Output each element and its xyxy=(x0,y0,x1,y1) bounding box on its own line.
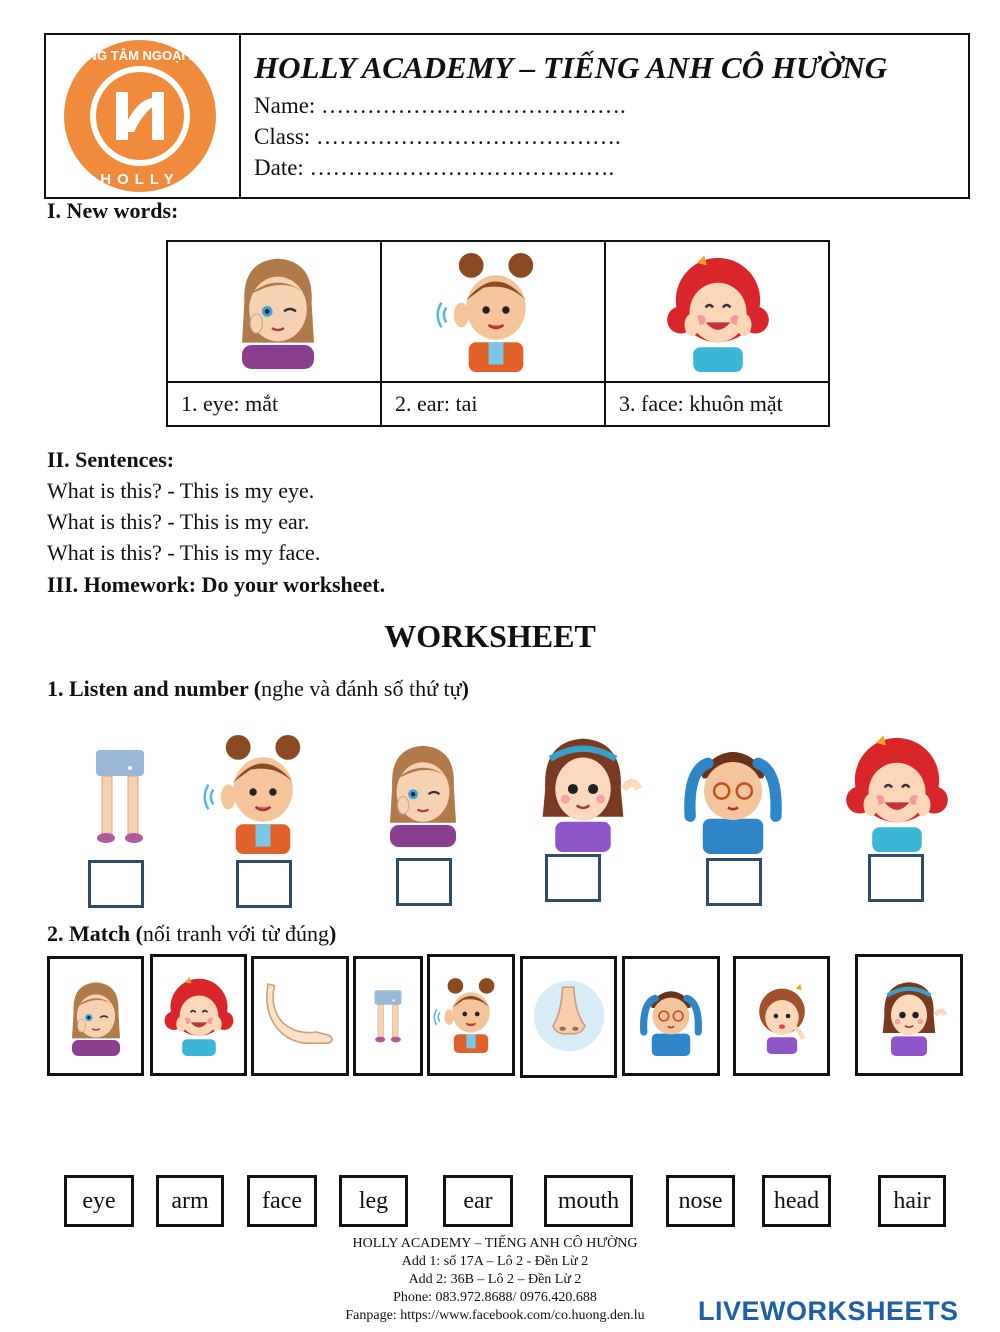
match-picture-3[interactable] xyxy=(251,956,349,1076)
word-box-ear[interactable]: ear xyxy=(443,1175,513,1227)
holly-logo xyxy=(58,36,222,196)
answer-box-3[interactable] xyxy=(396,858,452,906)
girl-holding-face-icon xyxy=(834,728,960,852)
match-picture-6[interactable] xyxy=(520,956,617,1078)
match-picture-5[interactable] xyxy=(427,954,515,1076)
footer-line: Add 2: 36B – Lô 2 – Đền Lừ 2 xyxy=(408,1272,582,1287)
word-caption-eye: 1. eye: mắt xyxy=(167,382,381,426)
match-picture-2[interactable] xyxy=(150,954,247,1076)
answer-box-6[interactable] xyxy=(868,854,924,902)
footer-line: Fanpage: https://www.facebook.com/co.huong.den.lu xyxy=(345,1308,645,1323)
footer-line: Phone: 083.972.8688/ 0976.420.688 xyxy=(393,1290,597,1305)
girl-holding-face-icon xyxy=(606,242,828,376)
girl-pointing-eye-icon xyxy=(368,730,478,854)
liveworksheets-brand[interactable]: LIVEWORKSHEETS xyxy=(698,1296,959,1326)
answer-box-2[interactable] xyxy=(236,860,292,908)
boy-holding-head-icon xyxy=(668,728,798,854)
sentence-line: What is this? - This is my eye. xyxy=(47,478,315,503)
girl-touching-ear-icon xyxy=(382,242,604,376)
answer-box-4[interactable] xyxy=(545,854,601,902)
logo-bottom-text: HOLLY xyxy=(100,171,180,188)
sentence-line: What is this? - This is my face. xyxy=(47,540,321,565)
match-picture-9[interactable] xyxy=(855,954,963,1076)
girl-touching-mouth-icon xyxy=(736,959,827,1073)
girl-touching-hair-icon xyxy=(508,726,658,852)
arm-icon xyxy=(254,959,346,1073)
footer-line: HOLLY ACADEMY – TIẾNG ANH CÔ HƯỜNG xyxy=(352,1236,638,1251)
word-box-head[interactable]: head xyxy=(762,1175,831,1227)
answer-box-1[interactable] xyxy=(88,860,144,908)
task2-instruction xyxy=(47,921,336,947)
match-picture-8[interactable] xyxy=(733,956,830,1076)
nose-icon xyxy=(523,959,614,1075)
match-picture-7[interactable] xyxy=(622,956,720,1076)
match-picture-1[interactable] xyxy=(47,956,144,1076)
girl-holding-face-icon xyxy=(153,957,244,1073)
new-words-heading: I. New words: xyxy=(47,198,179,223)
word-picture-face xyxy=(605,241,829,382)
boy-holding-head-icon xyxy=(625,959,717,1073)
task2-close: ) xyxy=(329,921,337,946)
sentences-heading: II. Sentences: xyxy=(47,447,175,472)
word-box-arm[interactable]: arm xyxy=(156,1175,224,1227)
girl-touching-ear-icon xyxy=(430,957,512,1073)
date-field[interactable]: Date: …………………………………. xyxy=(254,155,615,180)
legs-icon xyxy=(356,959,420,1073)
word-box-eye[interactable]: eye xyxy=(64,1175,134,1227)
class-field[interactable]: Class: …………………………………. xyxy=(254,124,621,149)
task2-translation: nối tranh với từ đúng xyxy=(142,921,330,946)
word-caption-ear: 2. ear: tai xyxy=(381,382,605,426)
name-field[interactable]: Name: …………………………………. xyxy=(254,93,626,118)
girl-touching-hair-icon xyxy=(858,957,960,1073)
task1-close: ) xyxy=(461,676,469,701)
word-picture-ear xyxy=(381,241,605,382)
new-words-table xyxy=(166,240,830,427)
logo-ring-text: TRUNG TÂM NGOẠI NGỮ xyxy=(60,48,220,63)
task1-instruction xyxy=(47,676,469,702)
legs-icon xyxy=(70,732,170,860)
answer-box-5[interactable] xyxy=(706,858,762,906)
task1-translation: nghe và đánh số thứ tự xyxy=(261,676,462,701)
girl-pointing-eye-icon xyxy=(168,242,380,376)
word-box-face[interactable]: face xyxy=(247,1175,317,1227)
girl-pointing-eye-icon xyxy=(50,959,141,1073)
word-box-mouth[interactable]: mouth xyxy=(544,1175,633,1227)
word-caption-face: 3. face: khuôn mặt xyxy=(605,382,829,426)
word-box-nose[interactable]: nose xyxy=(666,1175,735,1227)
match-picture-4[interactable] xyxy=(353,956,423,1076)
word-box-leg[interactable]: leg xyxy=(339,1175,408,1227)
footer-line: Add 1: số 17A – Lô 2 - Đền Lừ 2 xyxy=(401,1254,589,1269)
logo-cell xyxy=(44,33,241,199)
word-box-hair[interactable]: hair xyxy=(878,1175,946,1227)
sentence-line: What is this? - This is my ear. xyxy=(47,509,310,534)
girl-touching-ear-icon xyxy=(198,730,328,854)
task1-bold: 1. Listen and number ( xyxy=(47,676,262,701)
header-title: HOLLY ACADEMY – TIẾNG ANH CÔ HƯỜNG xyxy=(254,50,888,85)
homework-heading: III. Homework: Do your worksheet. xyxy=(47,572,386,597)
task2-bold: 2. Match ( xyxy=(47,921,143,946)
word-picture-eye xyxy=(167,241,381,382)
worksheet-title: WORKSHEET xyxy=(384,618,596,654)
